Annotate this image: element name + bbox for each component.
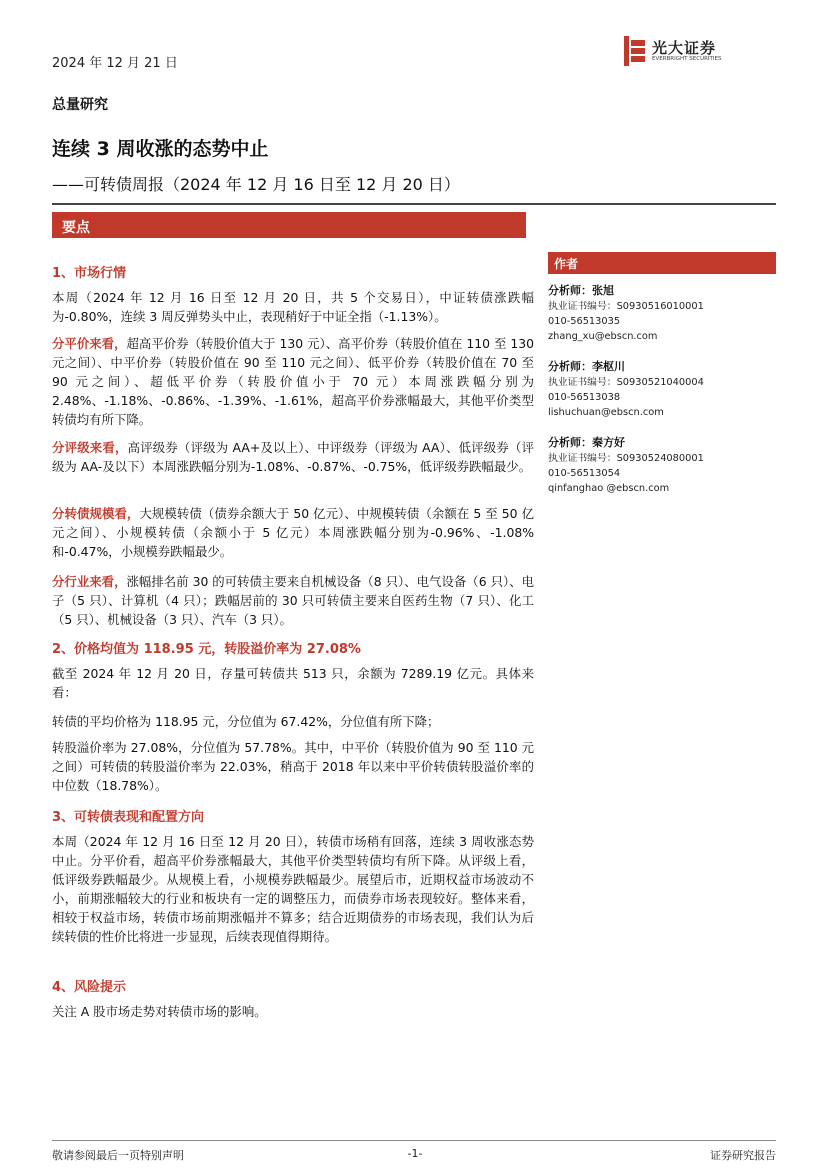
footer-disclaimer: 敬请参阅最后一页特别声明 — [52, 1149, 184, 1162]
logo-mark-icon — [624, 36, 646, 66]
report-type: 证券研究报告 — [710, 1149, 776, 1162]
analyst-name: 分析师：秦方好 — [548, 436, 625, 449]
lead-by-parity: 分平价来看， — [52, 336, 127, 351]
analyst-cert: 执业证书编号：S0930516010001 — [548, 301, 704, 312]
analyst-email[interactable]: zhang_xu@ebscn.com — [548, 331, 658, 343]
paragraph-risk: 关注 A 股市场走势对转债市场的影响。 — [52, 1004, 267, 1019]
report-category: 总量研究 — [52, 97, 108, 113]
paragraph-stock-summary: 截至 2024 年 12 月 20 日，存量可转债共 513 只，余额为 7289.19 亿元。具体来看： — [52, 666, 534, 700]
report-subtitle: ——可转债周报（2024 年 12 月 16 日至 12 月 20 日） — [52, 175, 460, 194]
paragraph-by-size — [52, 504, 534, 561]
analyst-cert: 执业证书编号：S0930524080001 — [548, 453, 704, 464]
analyst-cert: 执业证书编号：S0930521040004 — [548, 377, 704, 388]
analyst-phone: 010-56513054 — [548, 468, 621, 480]
analyst-card — [548, 434, 776, 497]
paragraph-by-parity — [52, 334, 534, 429]
analyst-phone: 010-56513038 — [548, 392, 621, 404]
analyst-name: 分析师：李枢川 — [548, 360, 625, 373]
author-banner: 作者 — [548, 252, 776, 274]
paragraph-premium-rate: 转股溢价率为 27.08%，分位值为 57.78%。其中，中平价（转股价值为 90 至 110 元之间）可转债的转股溢价率为 22.03%，稍高于 2018 年以来中平价转债转股溢价率的中位数（18.78%）。 — [52, 740, 534, 793]
section-heading-risk: 4、风险提示 — [52, 980, 127, 995]
section-heading-market: 1、市场行情 — [52, 266, 127, 281]
report-date: 2024 年 12 月 21 日 — [52, 56, 178, 71]
section-heading-price: 2、价格均值为 118.95 元，转股溢价率为 27.08% — [52, 642, 361, 657]
logo-name: 光大证券 — [652, 39, 717, 57]
paragraph-market-overview: 本周（2024 年 12 月 16 日至 12 月 20 日，共 5 个交易日），中证转债涨跌幅为-0.80%，连续 3 周反弹势头中止，表现稍好于中证全指（-1.13%）。 — [52, 290, 534, 324]
text-by-rating: 高评级券（评级为 AA+及以上）、中评级券（评级为 AA）、低评级券（评级为 AA-及以下）本周涨跌幅分别为-1.08%、-0.87%、-0.75%，低评级券跌幅最少。 — [52, 440, 534, 474]
text-by-parity: 超高平价券（转股价值大于 130 元）、高平价券（转股价值在 110 至 130 元之间）、中平价券（转股价值在 90 至 110 元之间）、低平价券（转股价值在 70 至 90 元之间）、超低平价券（转股价值小于 70 元）本周涨跌幅分别为 2.48%、-1.18%、-0.86%、-1.39%、-1.61%，超高平价券涨幅最大，其他平价类型转债均有所下降。 — [52, 336, 534, 427]
report-title: 连续 3 周收涨的态势中止 — [52, 138, 269, 160]
analyst-card — [548, 358, 776, 421]
analyst-email[interactable]: lishuchuan@ebscn.com — [548, 407, 664, 419]
header-divider — [52, 203, 776, 205]
section-heading-allocation: 3、可转债表现和配置方向 — [52, 810, 205, 825]
paragraph-average-price: 转债的平均价格为 118.95 元，分位值为 67.42%，分位值有所下降； — [52, 714, 440, 729]
keypoints-banner: 要点 — [52, 212, 526, 238]
text-by-size: 大规模转债（债券余额大于 50 亿元）、中规模转债（余额在 5 至 50 亿元之间）、小规模转债（余额小于 5 亿元）本周涨跌幅分别为-0.96%、-1.08%和-0.47%，小规模券跌幅最少。 — [52, 506, 534, 559]
footer-divider — [52, 1140, 776, 1141]
paragraph-by-industry — [52, 572, 534, 629]
lead-by-rating: 分评级来看， — [52, 440, 128, 455]
paragraph-by-rating — [52, 438, 534, 476]
analyst-email[interactable]: qinfanghao @ebscn.com — [548, 483, 670, 495]
paragraph-allocation: 本周（2024 年 12 月 16 日至 12 月 20 日），转债市场稍有回落，连续 3 周收涨态势中止。分平价看，超高平价券涨幅最大，其他平价类型转债均有所下降。从评级上看，低评级券跌幅最少。从规模上看，小规模券跌幅最少。展望后市，近期权益市场波动不小，前期涨幅较大的行业和板块有一定的调整压力，而债券市场表现较好。整体来看，相较于权益市场，转债市场前期涨幅并不算多；结合近期债券的市场表现，我们认为后续转债的性价比将进一步显现，后续表现值得期待。 — [52, 834, 534, 944]
logo-english-name: EVERBRIGHT SECURITIES — [652, 56, 722, 62]
lead-by-industry: 分行业来看， — [52, 574, 127, 589]
lead-by-size: 分转债规模看， — [52, 506, 140, 521]
analyst-card — [548, 282, 776, 345]
text-by-industry: 涨幅排名前 30 的可转债主要来自机械设备（8 只）、电气设备（6 只）、电子（5 只）、计算机（4 只）；跌幅居前的 30 只可转债主要来自医药生物（7 只）、化工（5 只）、机械设备（3 只）、汽车（3 只）。 — [52, 574, 535, 627]
company-logo — [624, 34, 754, 74]
analyst-phone: 010-56513035 — [548, 316, 621, 328]
analyst-name: 分析师：张旭 — [548, 284, 614, 297]
page-number: -1- — [407, 1147, 423, 1160]
